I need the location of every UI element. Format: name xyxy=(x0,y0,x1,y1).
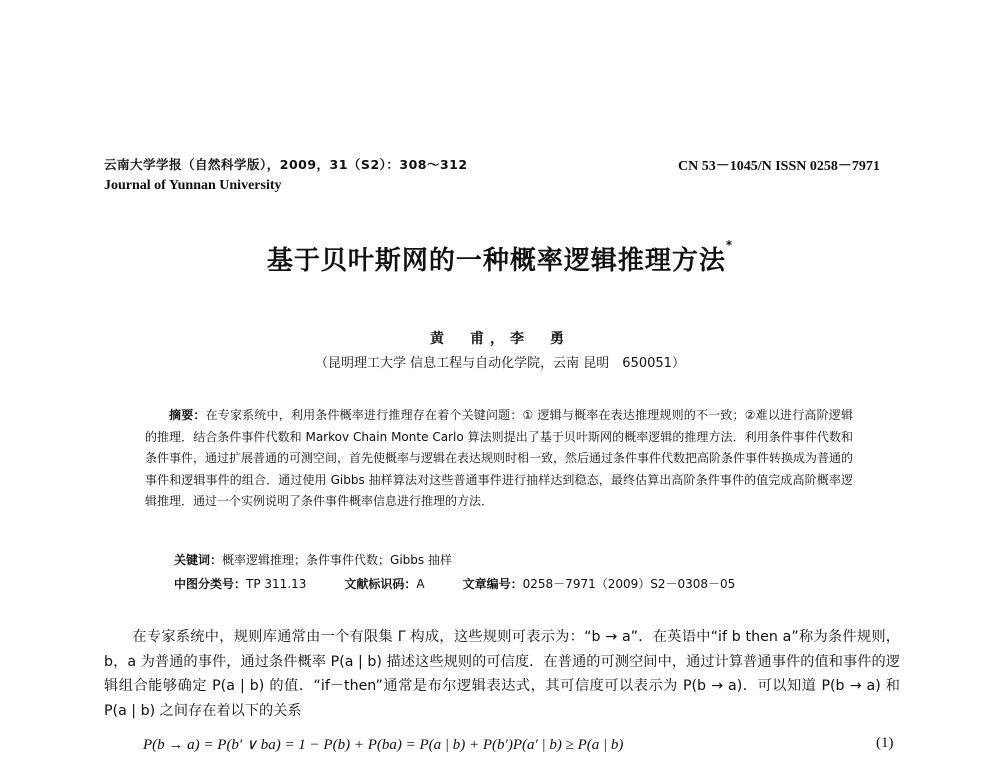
clc-value: TP 311.13 xyxy=(246,577,307,591)
title-text: 基于贝叶斯网的一种概率逻辑推理方法 xyxy=(266,246,726,276)
title-footnote-mark: * xyxy=(725,238,734,252)
keywords-text: 概率逻辑推理；条件事件代数；Gibbs 抽样 xyxy=(222,553,452,567)
article-id-value: 0258－7971（2009）S2－0308－05 xyxy=(522,577,736,591)
journal-citation-cn: 云南大学学报（自然科学版），2009，31（S2）：308～312 xyxy=(104,157,468,172)
clc-label: 中图分类号： xyxy=(174,577,247,591)
doc-code-value: A xyxy=(416,577,425,591)
keywords-label: 关键词： xyxy=(174,553,223,567)
paper-title xyxy=(0,240,1000,277)
equation-number: (1) xyxy=(876,735,894,751)
article-id-label: 文章编号： xyxy=(462,577,523,591)
body-text xyxy=(104,625,900,723)
abstract xyxy=(145,405,853,513)
body-paragraph: 在专家系统中，规则库通常由一个有限集 Γ 构成，这些规则可表示为：“b → a”．在英语中“if b then a”称为条件规则，b，a 为普通的事件，通过条件概率 P(a | b) 描述这些规则的可信度．在普通的可测空间中，通过计算普通事件的值和事件的逻辑组合能够确定 P(a | b) 的值．“if－then”通常是布尔逻辑表达式，其可信度可以表示为 P(b → a)．可以知道 P(b → a) 和 P(a | b) 之间存在着以下的关系 xyxy=(104,629,900,719)
journal-name-en: Journal of Yunnan University xyxy=(104,178,282,193)
equation-1: P(b → a) = P(b′ ∨ ba) = 1 − P(b) + P(ba) = P(a | b) + P(b′)P(a′ | b) ≥ P(a | b) xyxy=(143,737,624,753)
affiliation: （昆明理工大学 信息工程与自动化学院，云南 昆明 650051） xyxy=(315,356,685,371)
authors: 黄 甫，李 勇 xyxy=(430,331,570,347)
classification-row xyxy=(174,575,735,592)
abstract-label: 摘要： xyxy=(169,408,206,422)
issn-line: CN 53－1045/N ISSN 0258－7971 xyxy=(678,159,880,174)
abstract-text: 在专家系统中，利用条件概率进行推理存在着个关键问题：① 逻辑与概率在表达推理规则的不一致；②难以进行高阶逻辑的推理．结合条件事件代数和 Markov Chain Monte Carlo 算法则提出了基于贝叶斯网的概率逻辑的推理方法．利用条件事件代数和条件事件，通过扩展普通的可测空间，首先使概率与逻辑在表达规则时相一致，然后通过条件事件代数把高阶条件事件转换成为普通的事件和逻辑事件的组合．通过使用 Gibbs 抽样算法对这些普通事件进行抽样达到稳态，最终估算出高阶条件事件的值完成高阶概率逻辑推理．通过一个实例说明了条件事件概率信息进行推理的方法． xyxy=(145,408,854,508)
keywords xyxy=(174,551,452,568)
doc-code-label: 文献标识码： xyxy=(344,577,417,591)
